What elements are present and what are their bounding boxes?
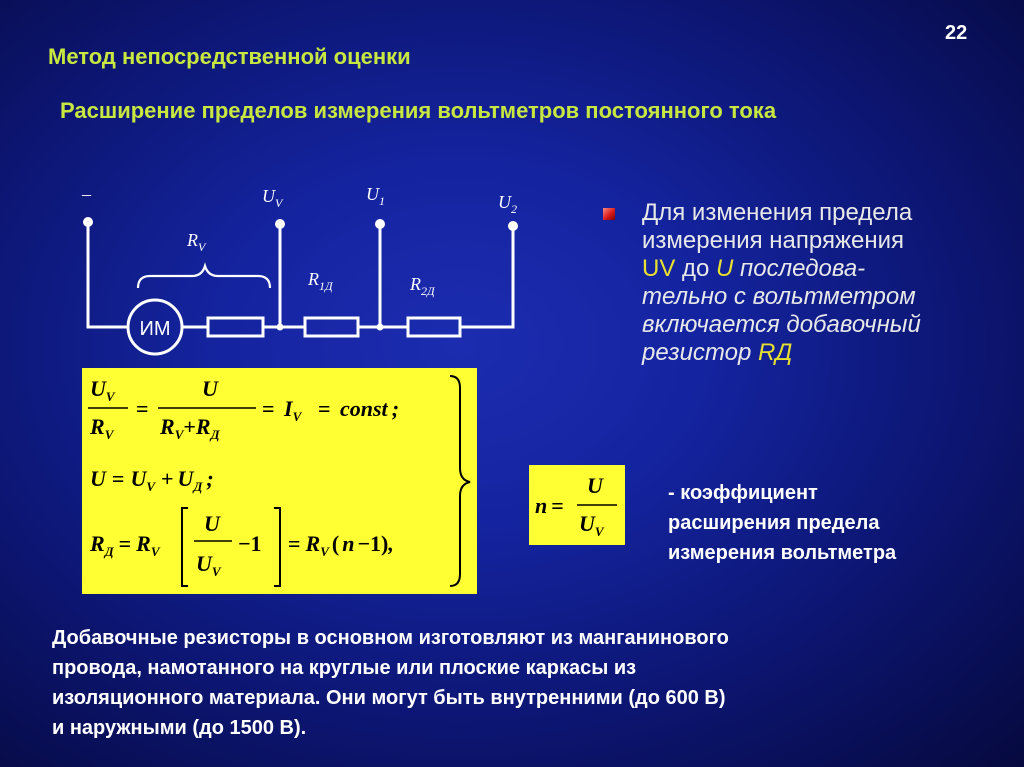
svg-text:U: U bbox=[202, 376, 218, 401]
svg-text:UV: $U_V$ bbox=[90, 376, 115, 404]
svg-text:RД=RV: $R_Д = R_V$ bbox=[90, 531, 160, 559]
node-u1 bbox=[377, 324, 384, 331]
footer-paragraph: Добавочные резисторы в основном изготовляют из манганинового провода, намотанного на круглые или плоские каркасы из изоляционного материала. Они могут быть внутренними (до 600 В) и наружными (до 1500 В). bbox=[52, 627, 729, 739]
label-uv: $U_V$ bbox=[262, 186, 283, 210]
resistor-internal bbox=[208, 318, 263, 336]
svg-text:=: = bbox=[262, 396, 275, 421]
wire-right bbox=[460, 228, 513, 327]
resistor-r1d bbox=[305, 318, 358, 336]
formula-box bbox=[82, 368, 477, 594]
label-r1d: $R_{1Д}$ bbox=[308, 269, 333, 293]
bullet-marker bbox=[603, 208, 615, 220]
svg-text:const;: const ; bbox=[340, 396, 400, 421]
u-symbol: U bbox=[716, 255, 734, 282]
terminal-minus bbox=[83, 217, 93, 227]
wire-left bbox=[88, 222, 128, 327]
svg-text:n=: n = bbox=[535, 493, 564, 518]
svg-text:U: U bbox=[587, 473, 603, 498]
bullet-text: Для изменения предела измерения напряжения UV до U последова- тельно с вольтметром включается добавочный резистор RД bbox=[642, 199, 921, 366]
svg-text:RV: $R_V$ bbox=[90, 414, 114, 442]
svg-text:UV: $U_V$ bbox=[579, 511, 604, 539]
n-formula bbox=[529, 465, 625, 545]
n-formula-box bbox=[529, 465, 625, 545]
label-u2: $U_2$ bbox=[498, 192, 517, 216]
rd-symbol: RД bbox=[758, 339, 793, 366]
svg-text:RV+RД: $R_V+R_Д$ bbox=[160, 414, 220, 442]
svg-text:=: = bbox=[318, 396, 331, 421]
svg-text:U: U bbox=[204, 511, 220, 536]
slide-subtitle: Расширение пределов измерения вольтметров постоянного тока bbox=[60, 98, 777, 123]
svg-text:−1: −1 bbox=[238, 531, 262, 556]
slide-number: 22 bbox=[945, 22, 968, 44]
slide-title: Метод непосредственной оценки bbox=[48, 44, 411, 69]
label-minus: – bbox=[82, 184, 91, 204]
label-rv: $R_V$ bbox=[187, 230, 206, 254]
coefficient-description: - коэффициент расширения предела измерения вольтметра bbox=[668, 482, 897, 564]
svg-text:UV: $U_V$ bbox=[196, 551, 221, 579]
resistor-r2d bbox=[408, 318, 460, 336]
svg-text:=RV(n−1),: = $R_V$ ( n −1), bbox=[288, 531, 394, 559]
label-u1: $U_1$ bbox=[366, 184, 385, 208]
label-r2d: $R_{2Д}$ bbox=[410, 274, 435, 298]
formulas bbox=[82, 368, 477, 594]
rv-brace bbox=[138, 266, 270, 288]
terminal-u2 bbox=[508, 221, 518, 231]
meter-label: ИМ bbox=[139, 318, 171, 340]
svg-text:U=UV+UД;: $U = U_V + U_Д$ ; bbox=[90, 466, 214, 494]
uv-symbol: UV bbox=[642, 255, 676, 282]
circuit-diagram bbox=[50, 170, 550, 365]
svg-text:=: = bbox=[136, 396, 149, 421]
node-uv bbox=[277, 324, 284, 331]
terminal-uv bbox=[275, 219, 285, 229]
svg-text:IV: $I_V$ bbox=[284, 396, 302, 424]
terminal-u1 bbox=[375, 219, 385, 229]
